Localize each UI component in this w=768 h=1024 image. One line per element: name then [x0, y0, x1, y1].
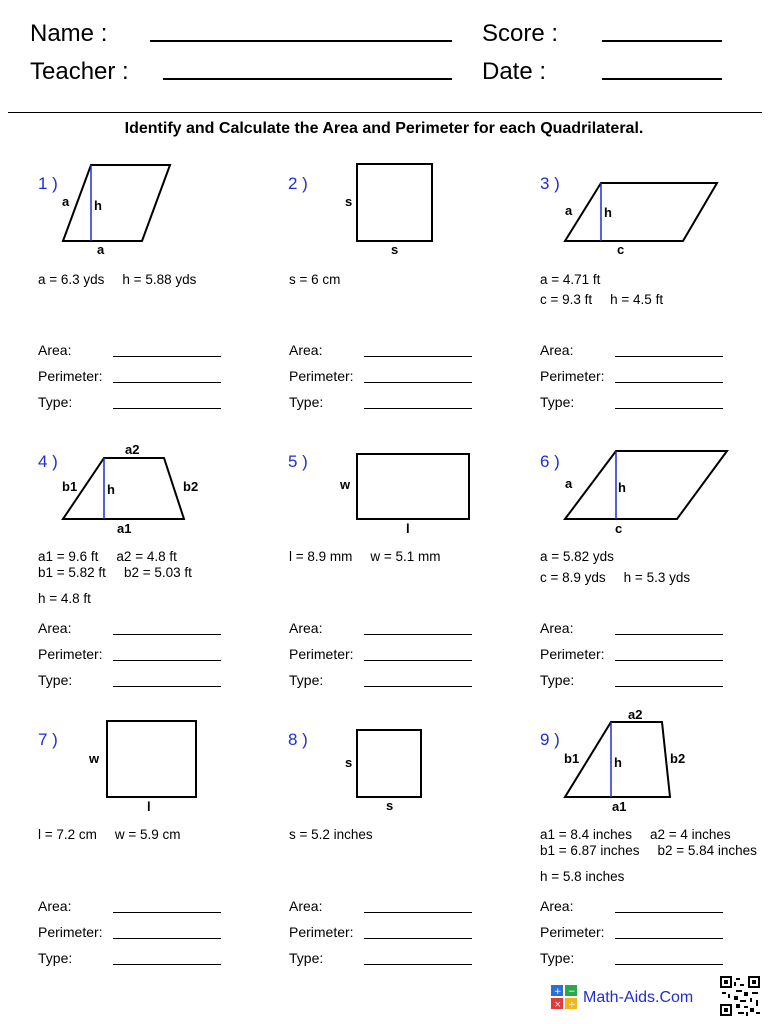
type-answer-line[interactable] [364, 964, 472, 965]
measurements-line-1 [289, 549, 441, 564]
measurements-line-3: h = 5.8 inches [540, 869, 625, 884]
date-line[interactable] [602, 78, 722, 80]
side-label: a1 [612, 799, 627, 814]
side-label: l [147, 799, 151, 814]
measurement: a = 5.82 yds [540, 549, 614, 564]
problem-number: 5 ) [288, 452, 308, 471]
measurements-line-1 [540, 549, 614, 564]
type-answer-line[interactable] [364, 408, 472, 409]
problem-number: 2 ) [288, 174, 308, 193]
type-answer-line[interactable] [615, 964, 723, 965]
measurements-line-1 [38, 827, 181, 842]
measurements-line-2 [540, 292, 663, 307]
measurements-line-2 [540, 843, 757, 858]
side-label: s [345, 755, 353, 770]
perimeter-answer-line[interactable] [615, 938, 723, 939]
measurement: a1 = 8.4 inches [540, 827, 632, 842]
side-label: s [345, 194, 353, 209]
area-label: Area: [38, 898, 72, 914]
area-answer-line[interactable] [113, 634, 221, 635]
area-label: Area: [38, 620, 72, 636]
perimeter-answer-line[interactable] [364, 660, 472, 661]
calculator-icon [551, 985, 577, 1009]
name-line[interactable] [150, 40, 452, 42]
side-label: s [386, 798, 394, 813]
type-label: Type: [540, 950, 575, 966]
perimeter-answer-line[interactable] [364, 938, 472, 939]
side-label: a [97, 242, 105, 257]
perimeter-answer-line[interactable] [615, 660, 723, 661]
perimeter-answer-line[interactable] [615, 382, 723, 383]
type-answer-line[interactable] [615, 408, 723, 409]
problem-number: 4 ) [38, 452, 58, 471]
height-label: h [94, 198, 102, 213]
area-label: Area: [540, 342, 574, 358]
area-answer-line[interactable] [364, 634, 472, 635]
measurement: h = 5.88 yds [122, 272, 197, 287]
type-label: Type: [289, 672, 324, 688]
type-answer-line[interactable] [113, 408, 221, 409]
perimeter-answer-line[interactable] [113, 660, 221, 661]
type-answer-line[interactable] [113, 686, 221, 687]
measurement: s = 5.2 inches [289, 827, 373, 842]
header-divider [8, 112, 762, 113]
side-label: a [565, 476, 573, 491]
measurements-line-2 [38, 565, 192, 580]
perimeter-label: Perimeter: [540, 368, 605, 384]
area-answer-line[interactable] [615, 356, 723, 357]
side-label: c [617, 242, 625, 257]
height-label: h [618, 480, 626, 495]
side-label: a2 [125, 442, 140, 457]
side-label: b2 [183, 479, 199, 494]
measurement: b2 = 5.84 inches [657, 843, 757, 858]
measurement: l = 7.2 cm [38, 827, 97, 842]
type-label: Type: [38, 672, 73, 688]
side-label: l [406, 521, 410, 536]
score-label: Score : [482, 20, 559, 47]
perimeter-label: Perimeter: [289, 368, 354, 384]
area-answer-line[interactable] [113, 356, 221, 357]
measurements-line-1 [289, 827, 373, 842]
worksheet-title: Identify and Calculate the Area and Perimeter for each Quadrilateral. [124, 120, 644, 137]
area-answer-line[interactable] [615, 634, 723, 635]
measurement: b1 = 5.82 ft [38, 565, 106, 580]
svg-text:+: + [554, 987, 562, 997]
type-label: Type: [289, 950, 324, 966]
measurement: c = 8.9 yds [540, 570, 606, 585]
measurement: l = 8.9 mm [289, 549, 353, 564]
date-label: Date : [482, 58, 547, 85]
type-label: Type: [540, 672, 575, 688]
problem-number: 6 ) [540, 452, 560, 471]
side-label: w [340, 477, 351, 492]
problem-number: 1 ) [38, 174, 58, 193]
measurement: h = 5.3 yds [623, 570, 691, 585]
measurements-line-1 [38, 549, 177, 564]
measurement: s = 6 cm [289, 272, 341, 287]
problem-number: 3 ) [540, 174, 560, 193]
area-label: Area: [289, 620, 323, 636]
teacher-label: Teacher : [30, 58, 129, 85]
type-answer-line[interactable] [364, 686, 472, 687]
measurements-line-1 [289, 272, 340, 287]
side-label: a [62, 194, 70, 209]
measurement: h = 4.5 ft [610, 292, 664, 307]
area-label: Area: [540, 898, 574, 914]
measurement: a2 = 4 inches [649, 827, 731, 842]
measurement: a = 6.3 yds [38, 272, 105, 287]
side-label: a2 [628, 707, 643, 722]
side-label: b1 [564, 751, 580, 766]
problem-number: 8 ) [288, 730, 308, 749]
perimeter-label: Perimeter: [540, 646, 605, 662]
perimeter-label: Perimeter: [38, 646, 103, 662]
type-answer-line[interactable] [615, 686, 723, 687]
area-label: Area: [289, 342, 323, 358]
area-label: Area: [289, 898, 323, 914]
type-answer-line[interactable] [113, 964, 221, 965]
side-label: a [565, 203, 573, 218]
measurement: c = 9.3 ft [540, 292, 593, 307]
area-answer-line[interactable] [113, 912, 221, 913]
type-label: Type: [38, 394, 73, 410]
perimeter-label: Perimeter: [38, 368, 103, 384]
brand-link[interactable]: Math-Aids.Com [583, 989, 694, 1006]
measurements-line-1 [540, 272, 600, 287]
type-label: Type: [289, 394, 324, 410]
name-label: Name : [30, 20, 108, 47]
measurement: a2 = 4.8 ft [116, 549, 177, 564]
perimeter-label: Perimeter: [38, 924, 103, 940]
qr-code-icon [720, 976, 760, 1016]
side-label: w [89, 751, 100, 766]
perimeter-label: Perimeter: [540, 924, 605, 940]
problem-number: 7 ) [38, 730, 58, 749]
measurements-line-1 [540, 827, 731, 842]
height-label: h [614, 755, 622, 770]
perimeter-label: Perimeter: [289, 646, 354, 662]
perimeter-answer-line[interactable] [113, 938, 221, 939]
svg-text:×: × [554, 1000, 562, 1009]
measurements-line-2 [540, 570, 690, 585]
measurements-line-3: h = 4.8 ft [38, 591, 91, 606]
side-label: b1 [62, 479, 78, 494]
measurement: w = 5.1 mm [370, 549, 441, 564]
area-label: Area: [38, 342, 72, 358]
side-label: c [615, 521, 623, 536]
type-label: Type: [540, 394, 575, 410]
perimeter-answer-line[interactable] [113, 382, 221, 383]
perimeter-answer-line[interactable] [364, 382, 472, 383]
area-answer-line[interactable] [615, 912, 723, 913]
side-label: b2 [670, 751, 686, 766]
height-label: h [107, 482, 115, 497]
problem-number: 9 ) [540, 730, 560, 749]
side-label: s [391, 242, 399, 257]
area-answer-line[interactable] [364, 912, 472, 913]
height-label: h [604, 205, 612, 220]
area-answer-line[interactable] [364, 356, 472, 357]
perimeter-label: Perimeter: [289, 924, 354, 940]
measurement: w = 5.9 cm [114, 827, 181, 842]
measurement: b2 = 5.03 ft [123, 565, 192, 580]
side-label: a1 [117, 521, 132, 536]
svg-text:÷: ÷ [568, 1000, 576, 1009]
area-label: Area: [540, 620, 574, 636]
teacher-line[interactable] [163, 78, 452, 80]
measurement: b1 = 6.87 inches [540, 843, 640, 858]
measurement: a1 = 9.6 ft [38, 549, 99, 564]
score-line[interactable] [602, 40, 722, 42]
type-label: Type: [38, 950, 73, 966]
measurement: a = 4.71 ft [540, 272, 601, 287]
measurements-line-1 [38, 272, 196, 287]
svg-text:−: − [568, 987, 576, 997]
